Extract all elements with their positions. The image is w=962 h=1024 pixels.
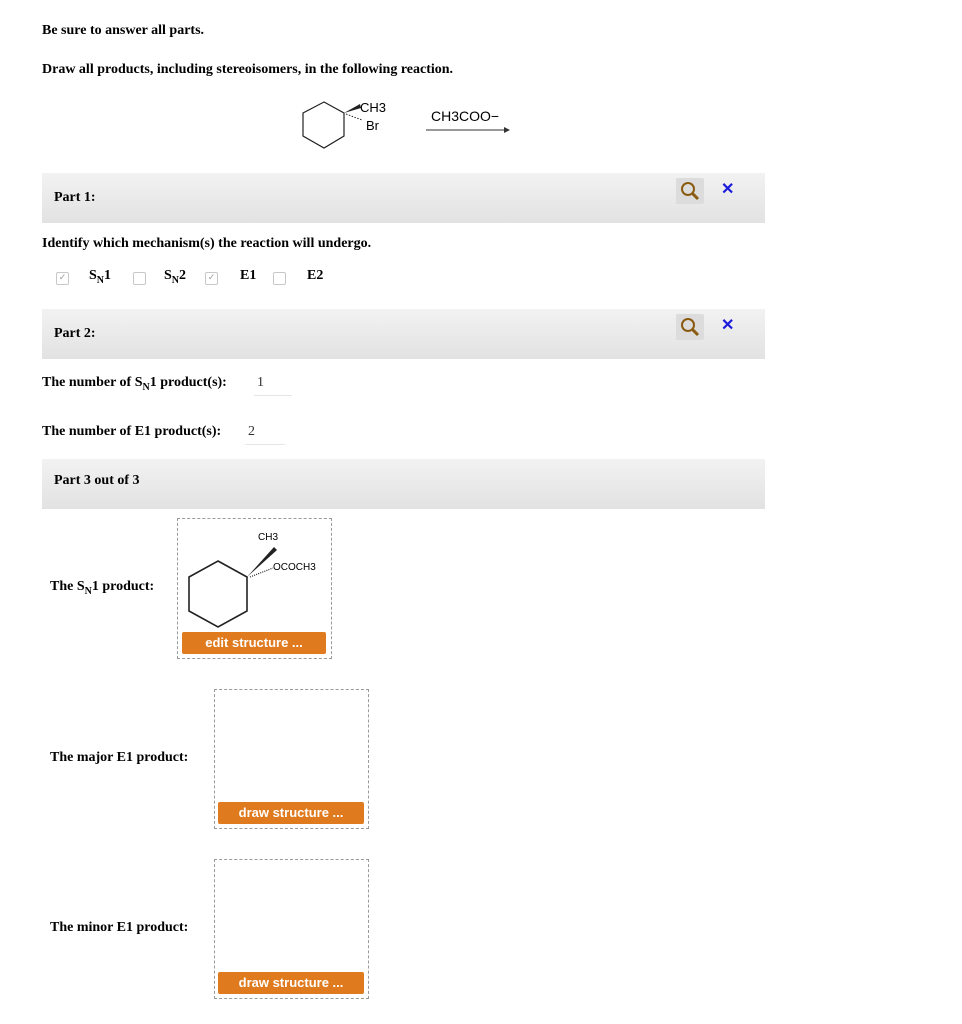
minor-e1-label: The minor E1 product: xyxy=(50,920,189,935)
part3-title: Part 3 out of 3 xyxy=(54,473,140,488)
sn1-count-input[interactable]: 1 xyxy=(254,373,292,396)
e1-count-label: The number of E1 product(s): xyxy=(42,424,222,439)
part2-title: Part 2: xyxy=(54,326,96,341)
part2-header xyxy=(42,309,765,359)
checkbox-sn1[interactable]: ✓ xyxy=(56,272,69,285)
checkbox-e2[interactable] xyxy=(273,272,286,285)
sn1-ococh3-label: OCOCH3 xyxy=(273,562,316,573)
minor-e1-drawing-area[interactable] xyxy=(214,859,369,999)
checkbox-e1[interactable]: ✓ xyxy=(205,272,218,285)
part3-header xyxy=(42,459,765,509)
part1-title: Part 1: xyxy=(54,190,96,205)
option-e1-label: E1 xyxy=(240,268,257,283)
reaction-scheme xyxy=(290,96,520,162)
magnifier-icon xyxy=(679,316,701,338)
part2-hint-button[interactable] xyxy=(676,314,704,340)
minor-e1-draw-structure-button[interactable]: draw structure ... xyxy=(218,972,364,994)
reagent-label: CH3COO− xyxy=(431,108,500,124)
e1-count-input[interactable]: 2 xyxy=(245,422,285,445)
major-e1-drawing-area[interactable] xyxy=(214,689,369,829)
magnifier-icon xyxy=(679,180,701,202)
major-e1-label: The major E1 product: xyxy=(50,750,189,765)
part1-question: Identify which mechanism(s) the reaction will undergo. xyxy=(42,236,372,251)
sn1-product-label: The $S_N1$ product: xyxy=(50,579,155,597)
option-sn2-label: $S_N2$ xyxy=(164,268,187,286)
instruction-answer-all: Be sure to answer all parts. xyxy=(42,23,205,38)
part1-hint-button[interactable] xyxy=(676,178,704,204)
part1-close-icon[interactable]: ✕ xyxy=(721,181,735,198)
reaction-arrow xyxy=(426,126,510,134)
major-e1-draw-structure-button[interactable]: draw structure ... xyxy=(218,802,364,824)
option-e2-label: E2 xyxy=(307,268,324,283)
sn1-ch3-label: CH3 xyxy=(258,532,279,543)
instruction-draw-products: Draw all products, including stereoisomers, in the following reaction. xyxy=(42,62,454,77)
reactant-ch3-label: CH3 xyxy=(360,100,387,115)
sn1-product-drawing-area[interactable] xyxy=(177,518,332,659)
edit-structure-button[interactable]: edit structure ... xyxy=(182,632,326,654)
sn1-product-structure xyxy=(178,519,331,629)
checkbox-sn2[interactable] xyxy=(133,272,146,285)
part1-header xyxy=(42,173,765,223)
reactant-br-label: Br xyxy=(366,118,379,133)
option-sn1-label: $S_N1$ xyxy=(89,268,112,286)
sn1-count-label: The number of $S_N1$ product(s): xyxy=(42,375,227,393)
part2-close-icon[interactable]: ✕ xyxy=(721,317,735,334)
